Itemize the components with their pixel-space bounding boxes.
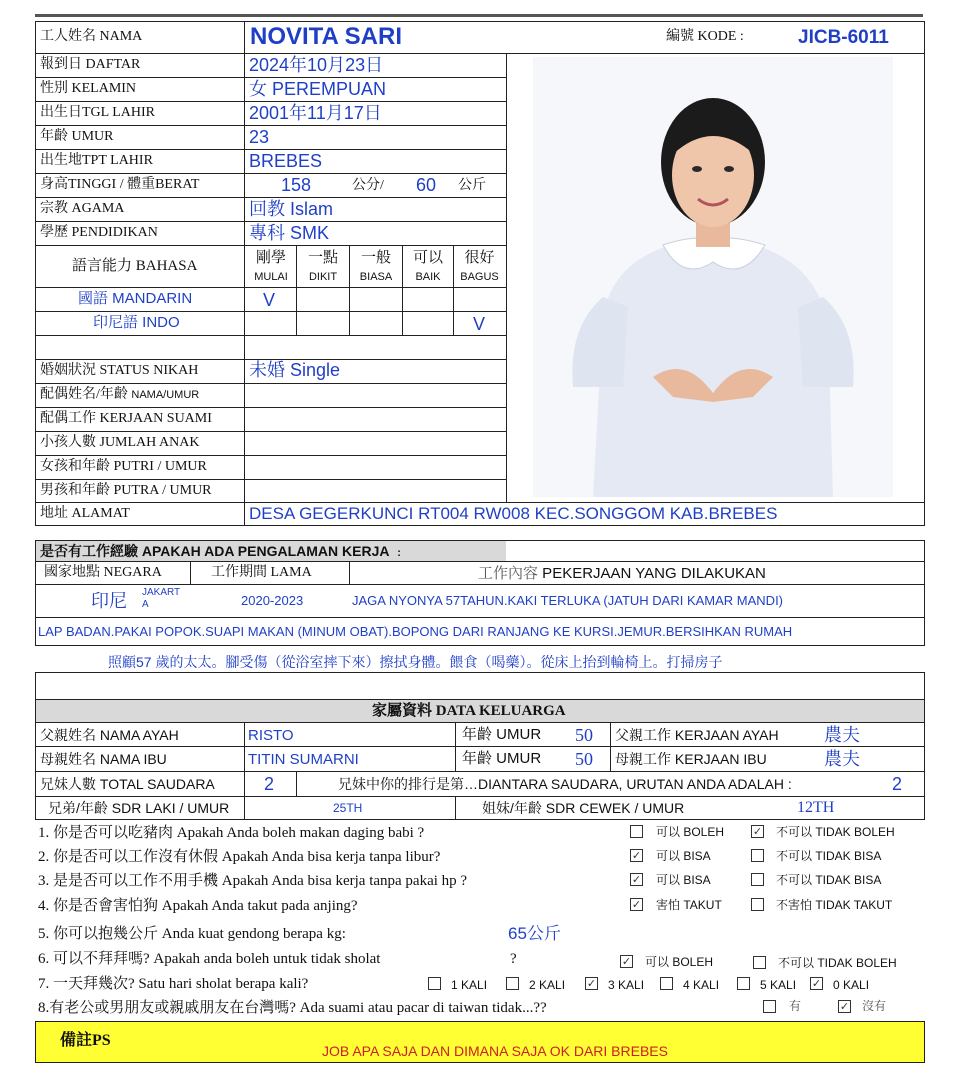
exp-city: JAKARTA bbox=[142, 587, 181, 610]
language-label: 語言能力 BAHASA bbox=[72, 258, 198, 274]
address-value: DESA GEGERKUNCI RT004 RW008 KEC.SONGGOM KAB.BREBES bbox=[249, 504, 778, 523]
lang-level-id: DIKIT bbox=[308, 271, 338, 283]
remarks-text: JOB APA SAJA DAN DIMANA SAJA OK DARI BREBES bbox=[322, 1043, 668, 1059]
col-line bbox=[349, 561, 350, 584]
spouse-label: 配偶姓名/年齡 NAMA/UMUR bbox=[40, 387, 200, 402]
father-job-label: 父親工作 KERJAAN AYAH bbox=[615, 727, 779, 743]
address-label: 地址 ALAMAT bbox=[40, 506, 130, 521]
question-checkbox-b[interactable] bbox=[751, 849, 764, 862]
question-option-b: 不可以 TIDAK BOLEH bbox=[776, 825, 895, 839]
birthplace-value: BREBES bbox=[249, 151, 323, 171]
row-line bbox=[35, 287, 506, 288]
row-line bbox=[35, 53, 925, 54]
question-checkbox-b[interactable] bbox=[751, 898, 764, 911]
lang-indo-label: 印尼語 INDO bbox=[93, 314, 180, 331]
question-checkbox-b[interactable] bbox=[751, 873, 764, 886]
row-line bbox=[35, 584, 925, 585]
family-header: 家屬資料 DATA KELUARGA bbox=[372, 703, 566, 719]
q7-checkbox[interactable] bbox=[506, 977, 519, 990]
col-content: 工作內容 PEKERJAAN YANG DILAKUKAN bbox=[478, 565, 766, 582]
siblings-value: 2 bbox=[264, 774, 275, 794]
lang-mandarin-mark: V bbox=[263, 290, 276, 310]
birthdate-value: 2001年11月17日 bbox=[249, 103, 382, 123]
brother-label: 兄弟/年齡 SDR LAKI / UMUR bbox=[48, 800, 230, 816]
row-line bbox=[35, 245, 506, 246]
sister-label: 姐妹/年齡 SDR CEWEK / UMUR bbox=[482, 800, 685, 816]
question-checkbox-b[interactable]: ✓ bbox=[752, 825, 763, 838]
mother-age: 50 bbox=[575, 749, 593, 769]
photo-divider bbox=[506, 53, 507, 502]
height-weight-label: 身高TINGGI / 體重BERAT bbox=[40, 177, 200, 192]
order-value: 2 bbox=[892, 774, 903, 794]
question-option-a: 可以 BISA bbox=[656, 873, 711, 887]
lang-mandarin-label: 國語 MANDARIN bbox=[78, 290, 193, 307]
children-label: 小孩人數 JUMLAH ANAK bbox=[40, 435, 200, 450]
lang-col bbox=[453, 245, 454, 335]
q7-option-label: 0 KALI bbox=[833, 978, 870, 992]
lang-col bbox=[349, 245, 350, 335]
question-text: 3. 是是否可以工作不用手機 Apakah Anda bisa kerja tanpa pakai hp ? bbox=[38, 873, 468, 889]
question-checkbox-a[interactable]: ✓ bbox=[631, 849, 642, 862]
lang-indo-mark: V bbox=[473, 314, 486, 334]
q8-checkbox-b[interactable]: ✓ bbox=[839, 1000, 850, 1013]
question-option-b: 不可以 TIDAK BISA bbox=[776, 873, 882, 887]
q7-option-label: 4 KALI bbox=[683, 978, 720, 992]
row-line bbox=[35, 431, 506, 432]
row-line bbox=[35, 746, 925, 747]
row-line bbox=[35, 479, 506, 480]
row-line bbox=[35, 197, 506, 198]
daughters-label: 女孩和年齡 PUTRI / UMUR bbox=[40, 459, 207, 474]
exp-job-zh: 照顧57 歲的太太。腳受傷（從浴室摔下來）擦拭身體。餵食（喝藥）。從床上抬到輪椅上。打掃房子 bbox=[108, 654, 723, 670]
question-text: 4. 你是否會害怕狗 Apakah Anda takut pada anjing? bbox=[38, 898, 358, 914]
lang-level-zh: 很好 bbox=[464, 250, 495, 266]
education-label: 學歷 PENDIDIKAN bbox=[40, 225, 158, 240]
age-value: 23 bbox=[249, 127, 270, 147]
question-text: 2. 你是否可以工作沒有休假 Apakah Anda bisa kerja tanpa libur? bbox=[38, 849, 441, 865]
q6-option-a: 可以 BOLEH bbox=[645, 955, 714, 969]
top-rule bbox=[35, 14, 923, 17]
marital-value: 未婚 Single bbox=[249, 360, 341, 380]
age-label: 年齡 UMUR bbox=[40, 129, 114, 144]
lang-level-zh: 剛學 bbox=[255, 250, 286, 266]
row-line bbox=[35, 455, 506, 456]
daftar-value: 2024年10月23日 bbox=[249, 55, 384, 75]
row-line bbox=[35, 77, 506, 78]
mother-label: 母親姓名 NAMA IBU bbox=[40, 751, 167, 767]
mother-name: TITIN SUMARNI bbox=[248, 751, 359, 768]
spouse-job-label: 配偶工作 KERJAAN SUAMI bbox=[40, 411, 212, 426]
birthdate-label: 出生日TGL LAHIR bbox=[40, 105, 155, 120]
question-option-b: 不害怕 TIDAK TAKUT bbox=[776, 898, 893, 912]
lang-level-id: MULAI bbox=[254, 271, 288, 283]
q8-option-a: 有 bbox=[789, 999, 802, 1013]
row-line bbox=[35, 771, 925, 772]
q7-text: 7. 一天拜幾次? Satu hari sholat berapa kali? bbox=[38, 976, 309, 992]
col-line bbox=[610, 722, 611, 771]
q7-option-label: 1 KALI bbox=[451, 978, 488, 992]
q7-option-label: 2 KALI bbox=[529, 978, 566, 992]
remarks-label: 備註PS bbox=[60, 1032, 111, 1049]
question-checkbox-a[interactable]: ✓ bbox=[631, 898, 642, 911]
sons-label: 男孩和年齡 PUTRA / UMUR bbox=[40, 483, 212, 498]
worker-name: NOVITA SARI bbox=[250, 23, 403, 50]
q6-text: 6. 可以不拜拜嗎? Apakah anda boleh untuk tidak sholat bbox=[38, 951, 381, 967]
worker-code: JICB-6011 bbox=[798, 27, 889, 48]
q7-option-label: 3 KALI bbox=[608, 978, 645, 992]
gender-label: 性別 KELAMIN bbox=[40, 81, 137, 96]
row-line bbox=[35, 173, 506, 174]
q7-option-label: 5 KALI bbox=[760, 978, 797, 992]
col-line bbox=[244, 722, 245, 820]
col-country: 國家地點 NEGARA bbox=[44, 565, 162, 580]
religion-label: 宗教 AGAMA bbox=[40, 201, 125, 216]
row-line bbox=[35, 101, 506, 102]
row-line bbox=[35, 617, 925, 618]
lang-level-id: BAGUS bbox=[460, 271, 499, 283]
siblings-label: 兄妹人數 TOTAL SAUDARA bbox=[40, 776, 215, 792]
marital-label: 婚姻狀況 STATUS NIKAH bbox=[40, 363, 199, 378]
lang-col bbox=[296, 245, 297, 335]
experience-header: 是否有工作經驗 APAKAH ADA PENGALAMAN KERJA : bbox=[40, 543, 401, 559]
lang-level-id: BIASA bbox=[359, 271, 393, 283]
row-line bbox=[35, 149, 506, 150]
lang-level-zh: 一點 bbox=[307, 250, 338, 266]
father-job: 農夫 bbox=[824, 725, 860, 745]
father-label: 父親姓名 NAMA AYAH bbox=[40, 727, 179, 743]
q7-checkbox[interactable] bbox=[737, 977, 750, 990]
exp-period: 2020-2023 bbox=[241, 593, 304, 608]
row-line bbox=[35, 311, 506, 312]
col-line bbox=[296, 771, 297, 796]
mother-job-label: 母親工作 KERJAAN IBU bbox=[615, 751, 767, 767]
q6-qmark: ? bbox=[510, 951, 517, 967]
exp-job-2: LAP BADAN.PAKAI POPOK.SUAPI MAKAN (MINUM OBAT).BOPONG DARI RANJANG KE KURSI.JEMUR.BERSIHKAN RUMAH bbox=[38, 624, 793, 639]
code-label: 編號 KODE : bbox=[666, 29, 744, 44]
row-line bbox=[35, 221, 506, 222]
q7-checkbox[interactable]: ✓ bbox=[811, 977, 822, 990]
q8-option-b: 沒有 bbox=[862, 999, 887, 1013]
q7-checkbox[interactable] bbox=[428, 977, 441, 990]
education-value: 專科 SMK bbox=[249, 223, 330, 243]
portrait-illustration bbox=[533, 57, 893, 497]
exp-job-1: JAGA NYONYA 57TAHUN.KAKI TERLUKA (JATUH DARI KAMAR MANDI) bbox=[352, 593, 784, 608]
question-option-b: 不可以 TIDAK BISA bbox=[776, 849, 882, 863]
birthplace-label: 出生地TPT LAHIR bbox=[40, 153, 153, 168]
row-line bbox=[35, 383, 506, 384]
profile-divider bbox=[244, 21, 245, 526]
daftar-label: 報到日 DAFTAR bbox=[40, 57, 141, 72]
q7-checkbox[interactable]: ✓ bbox=[586, 977, 597, 990]
row-line bbox=[35, 125, 506, 126]
col-line bbox=[455, 722, 456, 771]
row-line bbox=[35, 796, 925, 797]
weight-value: 60 bbox=[416, 175, 437, 195]
question-checkbox-a[interactable]: ✓ bbox=[631, 873, 642, 886]
lang-level-zh: 可以 bbox=[412, 250, 443, 266]
q6-checkbox-b[interactable] bbox=[753, 956, 766, 969]
row-line bbox=[35, 407, 506, 408]
height-value: 158 bbox=[281, 175, 312, 195]
q5-answer: 65公斤 bbox=[508, 924, 561, 943]
mother-age-label: 年齡 UMUR bbox=[462, 750, 542, 767]
exp-country: 印尼 bbox=[91, 591, 127, 611]
q6-checkbox-a[interactable]: ✓ bbox=[621, 955, 632, 968]
father-name: RISTO bbox=[248, 727, 294, 744]
row-line bbox=[35, 335, 506, 336]
lang-level-zh: 一般 bbox=[360, 250, 391, 266]
row-line bbox=[35, 722, 925, 723]
brother-value: 25TH bbox=[333, 801, 363, 815]
question-option-a: 可以 BOLEH bbox=[656, 825, 725, 839]
mother-job: 農夫 bbox=[824, 749, 860, 769]
name-label: 工人姓名 NAMA bbox=[40, 29, 143, 44]
religion-value: 回教 Islam bbox=[249, 199, 334, 219]
question-checkbox-a[interactable] bbox=[630, 825, 643, 838]
weight-unit: 公斤 bbox=[458, 178, 486, 193]
worker-photo bbox=[533, 57, 893, 497]
col-period: 工作期間 LAMA bbox=[211, 565, 312, 580]
lang-level-id: BAIK bbox=[415, 271, 441, 283]
lang-col bbox=[402, 245, 403, 335]
q8-text: 8.有老公或男朋友或親戚朋友在台灣嗎? Ada suami atau pacar di taiwan tidak...?? bbox=[38, 1000, 547, 1016]
father-age-label: 年齡 UMUR bbox=[462, 726, 542, 743]
sister-value: 12TH bbox=[797, 799, 835, 816]
col-line bbox=[190, 561, 191, 584]
q5-text: 5. 你可以抱幾公斤 Anda kuat gendong berapa kg: bbox=[38, 926, 346, 942]
q7-checkbox[interactable] bbox=[660, 977, 673, 990]
q6-option-b: 不可以 TIDAK BOLEH bbox=[778, 956, 897, 970]
row-line bbox=[35, 561, 925, 562]
row-line bbox=[35, 502, 925, 503]
question-text: 1. 你是否可以吃豬肉 Apakah Anda boleh makan daging babi ? bbox=[38, 825, 425, 841]
order-label: 兄妹中你的排行是第…DIANTARA SAUDARA, URUTAN ANDA ADALAH : bbox=[338, 776, 792, 792]
question-option-a: 害怕 TAKUT bbox=[656, 898, 722, 912]
height-unit: 公分/ bbox=[352, 178, 384, 193]
q8-checkbox-a[interactable] bbox=[763, 1000, 776, 1013]
gender-value: 女 PEREMPUAN bbox=[249, 79, 387, 99]
father-age: 50 bbox=[575, 725, 593, 745]
col-line bbox=[455, 796, 456, 820]
question-option-a: 可以 BISA bbox=[656, 849, 711, 863]
